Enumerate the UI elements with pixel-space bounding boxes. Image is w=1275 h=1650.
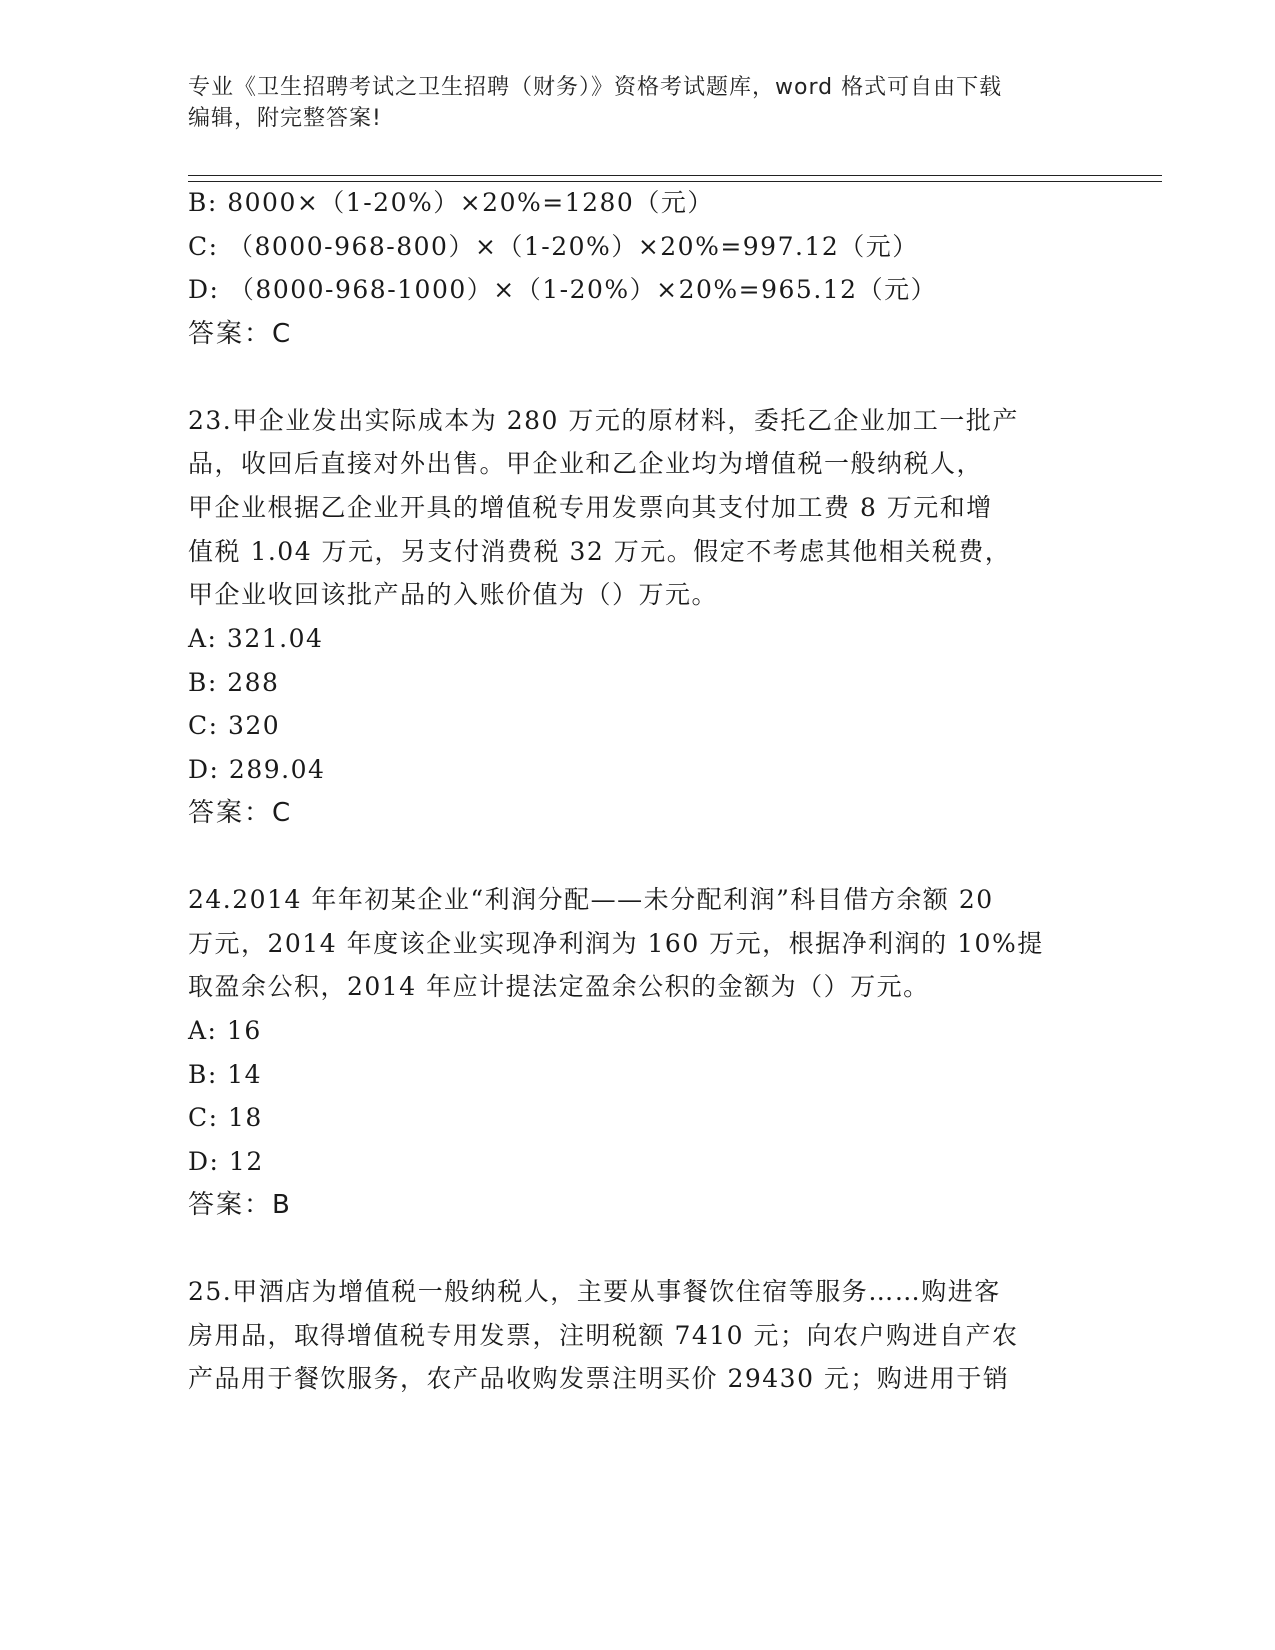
- q24-option-d: D: 12: [188, 1147, 264, 1176]
- q25-text-line: 25.甲酒店为增值税一般纳税人，主要从事餐饮住宿等服务……购进客: [188, 1277, 1001, 1306]
- q23-option-a: A: 321.04: [188, 624, 324, 653]
- header-line-1: 专业《卫生招聘考试之卫生招聘（财务）》资格考试题库，word 格式可自由下载: [188, 75, 1003, 100]
- q23-text-line: 甲企业根据乙企业开具的增值税专用发票向其支付加工费 8 万元和增: [188, 493, 993, 522]
- q24-text-line: 万元，2014 年度该企业实现净利润为 160 万元，根据净利润的 10%提: [188, 929, 1044, 958]
- q22-answer: 答案：C: [188, 319, 293, 349]
- page-header: [188, 72, 1088, 134]
- q24-option-c: C: 18: [188, 1103, 263, 1132]
- q23-option-c: C: 320: [188, 711, 281, 740]
- q23-text-line: 值税 1.04 万元，另支付消费税 32 万元。假定不考虑其他相关税费，: [188, 537, 1012, 566]
- q24-text-line: 24.2014 年年初某企业“利润分配——未分配利润”科目借方余额 20: [188, 885, 994, 914]
- q23-text-line: 甲企业收回该批产品的入账价值为（）万元。: [188, 580, 719, 609]
- q24-text-line: 取盈余公积，2014 年应计提法定盈余公积的金额为（）万元。: [188, 972, 930, 1001]
- q23-text-line: 品，收回后直接对外出售。甲企业和乙企业均为增值税一般纳税人，: [188, 449, 984, 478]
- q24-option-b: B: 14: [188, 1060, 263, 1089]
- q23-option-b: B: 288: [188, 668, 280, 697]
- q24-option-a: A: 16: [188, 1016, 262, 1045]
- q23-answer: 答案：C: [188, 798, 293, 828]
- q24-answer: 答案：B: [188, 1190, 292, 1220]
- q25-text-line: 房用品，取得增值税专用发票，注明税额 7410 元；向农户购进自产农: [188, 1321, 1019, 1350]
- q22-option-d: D: （8000-968-1000）×（1-20%）×20%=965.12（元）: [188, 275, 938, 304]
- q23-option-d: D: 289.04: [188, 755, 326, 784]
- header-line-2: 编辑，附完整答案!: [188, 106, 382, 131]
- q22-option-c: C: （8000-968-800）×（1-20%）×20%=997.12（元）: [188, 232, 919, 261]
- header-divider-bottom: [188, 181, 1162, 182]
- q25-text-line: 产品用于餐饮服务，农产品收购发票注明买价 29430 元；购进用于销: [188, 1364, 1010, 1393]
- q23-text-line: 23.甲企业发出实际成本为 280 万元的原材料，委托乙企业加工一批产: [188, 406, 1019, 435]
- q22-option-b: B: 8000×（1-20%）×20%=1280（元）: [188, 188, 714, 217]
- header-divider-top: [188, 175, 1162, 176]
